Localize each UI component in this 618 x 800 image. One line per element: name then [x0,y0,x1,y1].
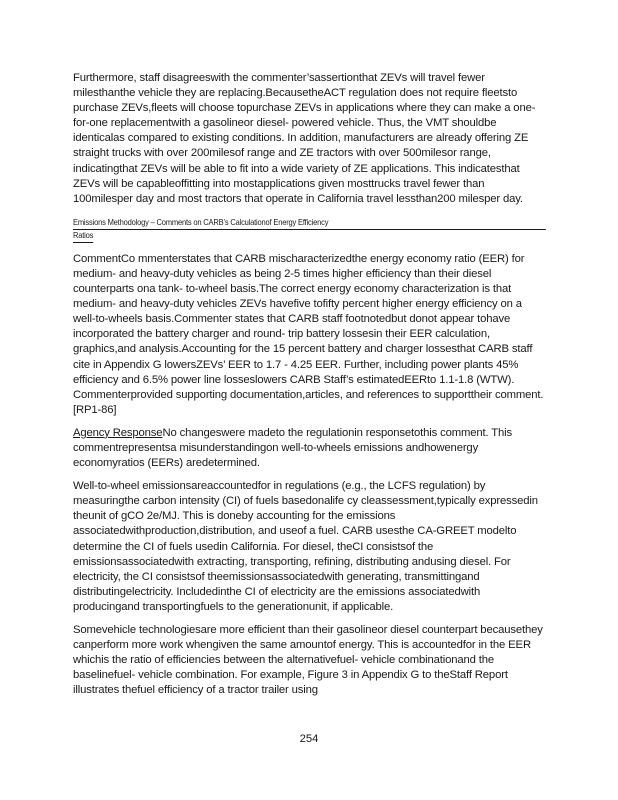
paragraph-vmt: Furthermore, staff disagreeswith the commenter’sassertionthat ZEVs will travel fewer milesthanthe vehicle they are replacing.BecausetheACT regulation does not require fleetsto purchase ZEVs,fleets will choose topurchase ZEVs in applications where they can make a one-for-one replacementwith a gasolineor diesel- powered vehicle. Thus, the VMT shouldbe identicalas compared to existing conditions. In addition, manufacturers are already offering ZE straight trucks with over 200milesof range and ZE tractors with over 500milesor range, indicatingthat ZEVs will be able to fit into a wide variety of ZE applications. This indicatesthat ZEVs will be capableoffitting into mostapplications given mosttrucks travel fewer than 100milesper day and most tractors that operate in California travel lessthan200 milesper day. [73,72,536,205]
paragraph-comment: CommentCo mmenterstates that CARB mischaracterizedthe energy economy ratio (EER) for medium- and heavy-duty vehicles as being 2-5 times higher efficiency than their diesel counterparts ona tank- to-wheel basis.The correct energy economy characterization is that medium- and heavy-duty vehicles ZEVs havefive tofifty percent higher energy efficiency on a well-to-wheels basis.Commenter states that CARB staff footnotedbut donot appear tohave incorporated the battery charger and round- trip battery lossesin their EER calculation, graphics,and analysis.Accounting for the 15 percent battery and charger lossesthat CARB staff cite in Appendix G lowersZEVs’ EER to 1.7 - 4.25 EER. Further, including power plants 45% efficiency and 6.5% power line losseslowers CARB Staff’s estimatedEERto 1.1-1.8 (WTW). Commenterprovided supporting documentation,articles, and references to supporttheir comment. [RP1-86] [73,252,544,416]
section-heading-line1: Emissions Methodology – Comments on CARB’s Calculationof Energy Efficiency [73,217,546,230]
agency-response-label: Agency Response [73,426,163,439]
page-content [73,71,547,706]
paragraph-agency-response [73,426,547,471]
agency-response-text: No changeswere madeto the regulationin responsetothis comment. This commentrepresentsa misunderstandingon well-to-wheels emissions andhowenergy economyratios (EERs) aredetermined. [73,426,513,470]
paragraph-vehicle-technologies: Somevehicle technologiesare more efficient than their gasolineor diesel counterpart becausethey canperform more work whengiven the same amountof energy. This is accountedfor in the EER whichis the ratio of efficiencies between the alternativefuel- vehicle combinationand the baselinefuel- vehicle combination. For example, Figure 3 in Appendix G to theStaff Report illustrates thefuel efficiency of a tractor trailer using [73,624,543,697]
section-heading-line2: Ratios [73,230,93,243]
section-heading [73,217,509,243]
page-number: 254 [299,733,319,745]
paragraph-well-to-wheel: Well-to-wheel emissionsareaccountedfor in regulations (e.g., the LCFS regulation) by measuringthe carbon intensity (CI) of fuels basedonalife cy cleassessment,typically expressedin theunit of gCO 2e/MJ. This is doneby accounting for the emissions associatedwithproduction,distribution, and useof a fuel. CARB usesthe CA-GREET modelto determine the CI of fuels usedin California. For diesel, theCI consistsof the emissionsassociatedwith extracting, transporting, refining, distributing andusing diesel. For electricity, the CI consistsof theemissionsassociatedwith generating, transmittingand distributingelectricity. Includedinthe CI of electricity are the emissions associatedwith producingand transportingfuels to the generationunit, if applicable. [73,480,538,613]
